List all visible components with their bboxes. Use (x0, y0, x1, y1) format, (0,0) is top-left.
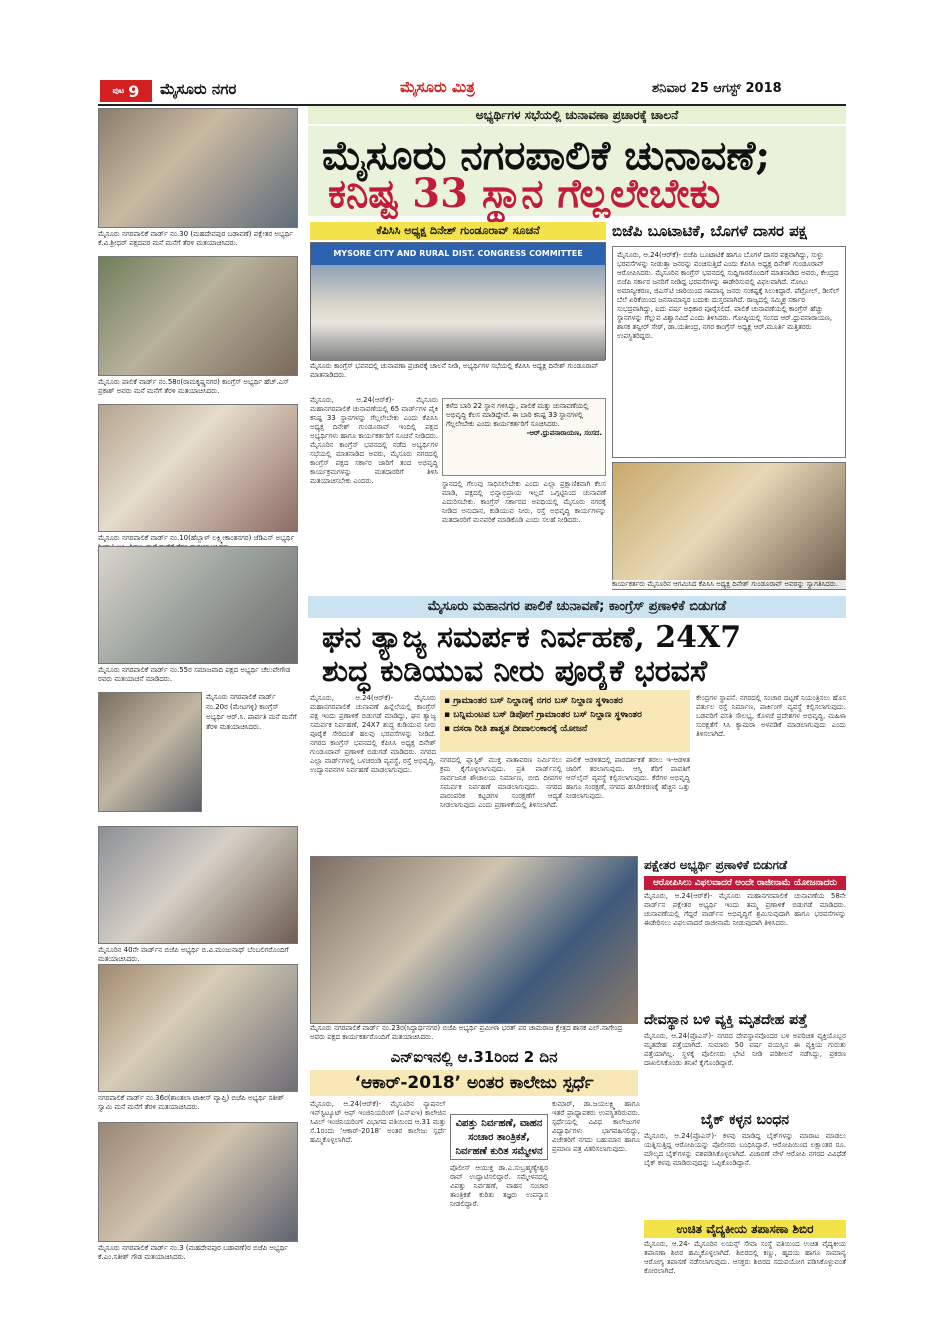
photo-7 (98, 964, 298, 1092)
photo-caption: ಮೈಸೂರಿನ 40ನೇ ವಾರ್ಡ್‌ನ ಬಿಜೆಪಿ ಅಭ್ಯರ್ಥಿ ಬಿ.ವಿ.ಮಂಜುನಾಥ್ ಬೆಂಬಲಿಗರೊಂದಿಗೆ ಮತಯಾಚಿಸಿದರು. (98, 946, 289, 963)
photo-caption: ಮೈಸೂರು ನಗರಪಾಲಿಕೆ ವಾರ್ಡ್ ನಂ.10(ಹೆಬ್ಬಾಳ್ ಲಕ್ಷ್ಮೀಕಾಂತನಗರ) ಜೆಡಿಎಸ್ ಅಭ್ಯರ್ಥಿ (98, 534, 295, 542)
manifesto-body-col1: ಮೈಸೂರು, ಆ.24(ಆರ್‌ಕೆ)- ಮೈಸೂರು ಮಹಾನಗರಪಾಲಿಕೆ ಚುನಾವಣೆ ಹಿನ್ನೆಲೆಯಲ್ಲಿ ಕಾಂಗ್ರೆಸ್ ಪಕ್ಷ ಇಂದು ಪ್ರಣಾಳಿಕೆ ಬಿಡುಗಡೆ ಮಾಡಿದ್ದು, ಘನ ತ್ಯಾಜ್ಯ ಸಮರ್ಪಕ ನಿರ್ವಹಣೆ, 24X7 ಶುದ್ಧ ಕುಡಿಯುವ ನೀರು ಪೂರೈಕೆ ಸೇರಿದಂತೆ ಹಲವು ಭರವಸೆಗಳನ್ನು ನೀಡಿದೆ. ನಗರದ ಕಾಂಗ್ರೆಸ್ ಭವನದಲ್ಲಿ ಕೆಪಿಸಿಸಿ ಅಧ್ಯಕ್ಷ ದಿನೇಶ್ ಗುಂಡೂರಾವ್ ಪ್ರಣಾಳಿಕೆ ಬಿಡುಗಡೆ ಮಾಡಿದರು. ನಗರದ ಎಲ್ಲಾ ವಾರ್ಡ್‌ಗಳಲ್ಲಿ ಒಳಚರಂಡಿ ವ್ಯವಸ್ಥೆ, ರಸ್ತೆ ಅಭಿವೃದ್ಧಿ, ಉದ್ಯಾನವನಗಳ ನಿರ್ವಹಣೆ ಮಾಡಲಾಗುವುದು. (310, 694, 436, 774)
photo-caption: ಮೈಸೂರು ನಗರಪಾಲಿಕೆ ವಾರ್ಡ್ ನಂ.55ರ ಸಮಾಜವಾದಿ ಪಕ್ಷದ ಅಭ್ಯರ್ಥಿ ಚೆಲುವೇಗೌಡ ರವರು ಮತಯಾಚನೆ ಮಾಡಿದರು. (98, 666, 291, 683)
nie-body-col2: ಪೊಲೀಸ್ ಆಯುಕ್ತ ಡಾ.ಎ.ಸುಬ್ರಹ್ಮಣ್ಯೇಶ್ವರ ರಾವ್ ಉದ್ಘಾಟಿಸಲಿದ್ದಾರೆ. ಸಮ್ಮೇಳನದಲ್ಲಿ ವಿಪತ್ತು ನಿರ್ವಹಣೆ, ವಾಹನ ಸಂಚಾರ ತಾಂತ್ರಿಕತೆ ಕುರಿತು ತಜ್ಞರು ಉಪನ್ಯಾಸ ನೀಡಲಿದ್ದಾರೆ. (450, 1164, 548, 1208)
lead-quote-box (442, 398, 606, 476)
photo-3 (98, 404, 298, 532)
bullet-item: ▪ ದಸರಾ ರೀತಿ ಶಾಶ್ವತ ದೀಪಾಲಂಕಾರಕ್ಕೆ ಯೋಜನೆ (444, 724, 588, 734)
bullet-item: ▪ ಗ್ರಾಮಾಂತರ ಬಸ್ ನಿಲ್ದಾಣಕ್ಕೆ ನಗರ ಬಸ್ ನಿಲ್ದಾಣ ಸ್ಥಳಾಂತರ (444, 696, 623, 706)
page-label: ಪುಟ (112, 86, 125, 95)
page-number-badge (100, 80, 152, 102)
issue-date: ಶನಿವಾರ 25 ಆಗಸ್ಟ್ 2018 (652, 81, 782, 96)
manifesto-headline (308, 620, 846, 690)
lead-body-col1: ಮೈಸೂರು, ಆ.24(ಆರ್‌ಕೆ)- ಮೈಸೂರು ಮಹಾನಗರಪಾಲಿಕೆ ಚುನಾವಣೆಯಲ್ಲಿ 65 ವಾರ್ಡ್‌ಗಳ ಪೈಕಿ ಕನಿಷ್ಟ 33 ಸ್ಥಾನಗಳನ್ನು ಗೆಲ್ಲಲೇಬೇಕು ಎಂದು ಕೆಪಿಸಿಸಿ ಅಧ್ಯಕ್ಷ ದಿನೇಶ್ ಗುಂಡೂರಾವ್ ಇಂದಿಲ್ಲಿ ಪಕ್ಷದ ಅಭ್ಯರ್ಥಿಗಳು ಹಾಗೂ ಕಾರ್ಯಕರ್ತರಿಗೆ ಸೂಚನೆ ನೀಡಿದರು. ಮೈಸೂರಿನ ಕಾಂಗ್ರೆಸ್ ಭವನದಲ್ಲಿ ನಡೆದ ಅಭ್ಯರ್ಥಿಗಳ ಸಭೆಯಲ್ಲಿ ಮಾತನಾಡಿದ ಅವರು, ಮೈಸೂರು ನಗರದಲ್ಲಿ ಕಾಂಗ್ರೆಸ್ ಪಕ್ಷದ ಸರ್ಕಾರ ಜಾರಿಗೆ ತಂದ ಅಭಿವೃದ್ಧಿ ಕಾರ್ಯಕ್ರಮಗಳನ್ನು ಮತದಾರರಿಗೆ ತಿಳಿಸಿ ಮತಯಾಚಿಸಬೇಕು ಎಂದರು. (310, 396, 438, 485)
lead-body-col2: ಸ್ಥಾನದಲ್ಲಿ ಗೆಲುವು ಸಾಧಿಸಲೇಬೇಕು ಎಂದು ಎಲ್ಲಾ ಪ್ರಕ್ಷಾಣಿಕವಾಗಿ ಕೆಲಸ ಮಾಡಿ, ಪಕ್ಷದಲ್ಲಿ ಭಿನ್ನಾಭಿಪ್ರಾಯ ಇಲ್ಲದೆ ಒಗ್ಗಟ್ಟಿನಿಂದ ಚುನಾವಣೆ ಎದುರಿಸಬೇಕು. ಕಾಂಗ್ರೆಸ್ ಸರ್ಕಾರದ ಅವಧಿಯಲ್ಲಿ ಮೈಸೂರು ನಗರಕ್ಕೆ ನೀಡಿದ ಅನುದಾನ, ಕುಡಿಯುವ ನೀರು, ರಸ್ತೆ ಅಭಿವೃದ್ಧಿ ಕಾರ್ಯಗಳನ್ನು ಮತದಾರರಿಗೆ ಮನವರಿಕೆ ಮಾಡಿಕೊಡಿ ಎಂದು ಸಲಹೆ ನೀಡಿದರು. (442, 480, 606, 524)
manifesto-bullets (440, 690, 690, 752)
nie-headline-line2: ‘ಆಕಾರ್-2018’ ಅಂತರ ಕಾಲೇಜು ಸ್ಪರ್ಧೆ (310, 1070, 638, 1096)
manifesto-photo-caption: ಮೈಸೂರು ನಗರಪಾಲಿಕೆ ವಾರ್ಡ್ ನಂ.23ರ(ಸಿದ್ದಾರ್ಥನಗರ) ಬಿಜೆಪಿ ಅಭ್ಯರ್ಥಿ ಪ್ರಮೀಳಾ ಭರತ್ ಪರ ಚಾಮರಾಜ ಕ್ಷೇತ್ರದ ಶಾಸಕ ಎಲ್.ನಾಗೇಂದ್ರ ಅವರು ಪಕ್ಷದ ಕಾರ್ಯಕರ್ತರೊಂದಿಗೆ ಮತಯಾಚಿಸಿದರು. (310, 1024, 623, 1041)
manifesto-body-col3: ಪಾಲಿಕೆ ಆಡಳಿತದಲ್ಲಿ ಪಾರದರ್ಶಕತೆ ತರಲು ಇ-ಆಡಳಿತ ಜಾರಿಗೆ ತರಲಾಗುವುದು. ಆಸ್ತಿ ತೆರಿಗೆ ಪಾವತಿಗೆ ಆನ್‌ಲೈನ್ ವ್ಯವಸ್ಥೆ ಕಲ್ಪಿಸಲಾಗುವುದು. ಕೆರೆಗಳ ಅಭಿವೃದ್ಧಿ ಹಾಗೂ ಸಂರಕ್ಷಣೆ, ನಗರದ ಹಸಿರೀಕರಣಕ್ಕೆ ಹೆಚ್ಚಿನ ಒತ್ತು ನೀಡಲಾಗುವುದು. (566, 756, 690, 800)
photo-caption: ಮೈಸೂರು ಪಾಲಿಕೆ ವಾರ್ಡ್ ನಂ.58ರ(ರಾಮಕೃಷ್ಣನಗರ) ಕಾಂಗ್ರೆಸ್ ಅಭ್ಯರ್ಥಿ ಹೆಚ್.ಎಸ್ ಪ್ರಕಾಶ್ ಅವರು ಮನೆ ಮನೆಗೆ ತೆರಳಿ ಮತಯಾಚಿಸಿದರು. (98, 378, 289, 395)
nie-body-col3: ಕುಮಾರ್, ಡಾ.ಜಯಲಕ್ಷ್ಮಿ ಹಾಗೂ ಇತರೆ ಪ್ರಾಧ್ಯಾಪಕರು ಉಪಸ್ಥಿತರಿರುವರು. ಸ್ಪರ್ಧೆಯಲ್ಲಿ ವಿವಿಧ ಕಾಲೇಜುಗಳ ವಿದ್ಯಾರ್ಥಿಗಳು ಭಾಗವಹಿಸಲಿದ್ದು, ವಿಜೇತರಿಗೆ ನಗದು ಬಹುಮಾನ ಹಾಗೂ ಪ್ರಮಾಣ ಪತ್ರ ವಿತರಿಸಲಾಗುವುದು. (552, 1100, 640, 1153)
section-name: ಮೈಸೂರು ನಗರ (160, 80, 237, 98)
photo-6 (98, 826, 298, 944)
bjp-body: ಮೈಸೂರು, ಆ.24(ಆರ್‌ಕೆ)- ಬಿಜೆಪಿ ಬೂಟಾಟಿಕೆ ಹಾಗೂ ಬೊಗಳೆ ದಾಸರ ಪಕ್ಷವಾಗಿದ್ದು, ಸುಳ್ಳು ಭರವಸೆಗಳನ್ನು ನೀಡುತ್ತಾ ಜನರನ್ನು ವಂಚಿಸುತ್ತಿದೆ ಎಂದು ಕೆಪಿಸಿಸಿ ಅಧ್ಯಕ್ಷ ದಿನೇಶ್ ಗುಂಡೂರಾವ್ ಆರೋಪಿಸಿದರು. ಮೈಸೂರಿನ ಕಾಂಗ್ರೆಸ್ ಭವನದಲ್ಲಿ ಸುದ್ದಿಗಾರರೊಂದಿಗೆ ಮಾತನಾಡಿದ ಅವರು, ಕೇಂದ್ರದ ಬಿಜೆಪಿ ಸರ್ಕಾರ ಜನರಿಗೆ ನೀಡಿದ್ದ ಭರವಸೆಗಳನ್ನು ಈಡೇರಿಸುವಲ್ಲಿ ವಿಫಲವಾಗಿದೆ. ನೋಟು ಅಮಾನ್ಯೀಕರಣ, ಜಿಎಸ್‌ಟಿ ಜಾರಿಯಿಂದ ಸಾಮಾನ್ಯ ಜನರು ಸಂಕಷ್ಟಕ್ಕೆ ಸಿಲುಕಿದ್ದಾರೆ. ಪೆಟ್ರೋಲ್, ಡೀಸೆಲ್ ಬೆಲೆ ಏರಿಕೆಯಿಂದ ಜನಸಾಮಾನ್ಯರ ಬದುಕು ದುಸ್ತರವಾಗಿದೆ. ರಾಜ್ಯದಲ್ಲಿ ಸಮ್ಮಿಶ್ರ ಸರ್ಕಾರ ಸುಭದ್ರವಾಗಿದ್ದು, ಐದು ವರ್ಷ ಅಧಿಕಾರ ಪೂರೈಸಲಿದೆ. ಪಾಲಿಕೆ ಚುನಾವಣೆಯಲ್ಲಿ ಕಾಂಗ್ರೆಸ್ ಹೆಚ್ಚು ಸ್ಥಾನಗಳನ್ನು ಗೆಲ್ಲುವ ವಿಶ್ವಾಸವಿದೆ ಎಂದು ತಿಳಿಸಿದರು. ಗೋಷ್ಠಿಯಲ್ಲಿ ಸಂಸದ ಆರ್.ಧ್ರುವನಾರಾಯಣ, ಶಾಸಕ ತನ್ವೀರ್ ಸೇಠ್, ಡಾ.ಯತೀಂದ್ರ, ನಗರ ಕಾಂಗ್ರೆಸ್ ಅಧ್ಯಕ್ಷ ಆರ್.ಮೂರ್ತಿ ಮತ್ತಿತರರು ಉಪಸ್ಥಿತರಿದ್ದರು. (612, 246, 846, 458)
nie-headline-line1: ಎನ್‌ಐಇನಲ್ಲಿ ಆ.31ರಿಂದ 2 ದಿನ (390, 1048, 558, 1066)
brief-headline: ಬೈಕ್ ಕಳ್ಳನ ಬಂಧನ (700, 1112, 790, 1128)
page-number: 9 (128, 81, 140, 101)
lead-headline-line1: ಮೈಸೂರು ನಗರಪಾಲಿಕೆ ಚುನಾವಣೆ; (322, 132, 771, 179)
lead-photo-caption: ಮೈಸೂರು ಕಾಂಗ್ರೆಸ್ ಭವನದಲ್ಲಿ ಚುನಾವಣಾ ಪ್ರಚಾರಕ್ಕೆ ಚಾಲನೆ ನೀಡಿ, ಅಭ್ಯರ್ಥಿಗಳ ಸಭೆಯಲ್ಲಿ ಕೆಪಿಸಿಸಿ ಅಧ್ಯಕ್ಷ ದಿನೇಶ್ ಗುಂಡೂರಾವ್ ಮಾತನಾಡಿದರು. (310, 362, 599, 379)
manifesto-band: ಮೈಸೂರು ಮಹಾನಗರ ಪಾಲಿಕೆ ಚುನಾವಣೆ; ಕಾಂಗ್ರೆಸ್ ಪ್ರಣಾಳಿಕೆ ಬಿಡುಗಡೆ (308, 596, 846, 618)
lead-photo (310, 242, 606, 360)
paper-name: ಮೈಸೂರು ಮಿತ್ರ (400, 78, 475, 96)
photo-8 (98, 1122, 298, 1242)
manifesto-photo (310, 856, 638, 1024)
brief-body: ಮೈಸೂರು, ಆ.24- ಮೈಸೂರಿನ ಲಯನ್ಸ್ ಸೇವಾ ಸಂಸ್ಥೆ ವತಿಯಿಂದ ಉಚಿತ ವೈದ್ಯಕೀಯ ತಪಾಸಣಾ ಶಿಬಿರ ಹಮ್ಮಿಕೊಳ್ಳಲಾಗಿದೆ. ಶಿಬಿರದಲ್ಲಿ ಕಣ್ಣು, ಹೃದಯ ಹಾಗೂ ಸಾಮಾನ್ಯ ಆರೋಗ್ಯ ತಪಾಸಣೆ ನಡೆಸಲಾಗುವುದು. ಆಸಕ್ತರು ಶಿಬಿರದ ಸದುಪಯೋಗ ಪಡಿಸಿಕೊಳ್ಳುವಂತೆ ಕೋರಲಾಗಿದೆ. (644, 1240, 846, 1275)
brief-body: ಮೈಸೂರು, ಆ.24(ಆರ್‌ಕೆ)- ಮೈಸೂರು ಮಹಾನಗರಪಾಲಿಕೆ ಚುನಾವಣೆಯ 58ನೇ ವಾರ್ಡ್‌ನ ಪಕ್ಷೇತರ ಅಭ್ಯರ್ಥಿ ಇಂದು ತಮ್ಮ ಪ್ರಣಾಳಿಕೆ ಬಿಡುಗಡೆ ಮಾಡಿದರು. ಚುನಾವಣೆಯಲ್ಲಿ ಗೆದ್ದರೆ ವಾರ್ಡ್‌ನ ಅಭಿವೃದ್ಧಿಗೆ ಶ್ರಮಿಸುವುದಾಗಿ ಹಾಗೂ ಭರವಸೆಗಳನ್ನು ಈಡೇರಿಸಲು ವಿಫಲವಾದರೆ ರಾಜೀನಾಮೆ ನೀಡುವುದಾಗಿ ತಿಳಿಸಿದರು. (644, 892, 846, 927)
bjp-headline: ಬಿಜೆಪಿ ಬೂಟಾಟಿಕೆ, ಬೊಗಳೆ ದಾಸರ ಪಕ್ಷ (612, 222, 807, 240)
bullet-item: ▪ ಬನ್ನಿಮಂಟಪ ಬಸ್ ಡಿಪೋಗೆ ಗ್ರಾಮಾಂತರ ಬಸ್ ನಿಲ್ದಾಣ ಸ್ಥಳಾಂತರ (444, 710, 642, 720)
bjp-photo-caption: ಕಾರ್ಯಕರ್ತರು ಮೈಸೂರಿನ ಆಗಮಿಸಿದ ಕೆಪಿಸಿಸಿ ಅಧ್ಯಕ್ಷ ದಿನೇಶ್ ಗುಂಡೂರಾವ್ ಅವರನ್ನು ಸ್ವಾಗತಿಸಿದರು. (612, 580, 846, 589)
photo-caption: ಮೈಸೂರು ನಗರಪಾಲಿಕೆ ವಾರ್ಡ್ ನಂ.3 (ಮಹದೇವಪುರ ಬಡಾವಣೆ)ರ ಬಿಜೆಪಿ ಅಭ್ಯರ್ಥಿ ಕೆ.ಎಂ.ಸತೀಶ್ ಗೌಡ ಮತಯಾಚಿಸಿದರು. (98, 1244, 288, 1261)
photo-caption: ಮೈಸೂರು ನಗರಪಾಲಿಕೆ ವಾರ್ಡ್ ನಂ.30 (ಮಹದೇವಪುರ ಬಡಾವಣೆ) ಪಕ್ಷೇತರ ಅಭ್ಯರ್ಥಿ ಕೆ.ವಿ.ಶ್ರೀಧರ್ ಪಕ್ಷದವರ ಮನೆ ಮನೆಗೆ ತೆರಳಿ ಮತಯಾಚಿಸಿದರು. (98, 230, 293, 247)
photo-2 (98, 256, 298, 376)
lead-headline (308, 126, 846, 216)
lead-subhead: ಕೆಪಿಸಿಸಿ ಅಧ್ಯಕ್ಷ ದಿನೇಶ್ ಗುಂಡೂರಾವ್ ಸೂಚನೆ (310, 222, 606, 240)
manifesto-body-col4: ಕೇಂದ್ರಗಳ ಸ್ಥಾಪನೆ. ನಗರದಲ್ಲಿ ಸಂಚಾರ ದಟ್ಟಣೆ ನಿಯಂತ್ರಿಸಲು ಹೊಸ ವರ್ತುಲ ರಸ್ತೆ ನಿರ್ಮಾಣ, ಪಾರ್ಕಿಂಗ್ ವ್ಯವಸ್ಥೆ ಕಲ್ಪಿಸಲಾಗುವುದು. ಬಡವರಿಗೆ ವಸತಿ ಸೌಲಭ್ಯ, ಕೊಳಚೆ ಪ್ರದೇಶಗಳ ಅಭಿವೃದ್ಧಿ, ಮಹಿಳಾ ಸುರಕ್ಷತೆಗೆ ಸಿಸಿ ಕ್ಯಾಮರಾ ಅಳವಡಿಕೆ ಮಾಡಲಾಗುವುದು ಎಂದು ತಿಳಿಸಲಾಗಿದೆ. (696, 694, 846, 738)
manifesto-body-col2: ನಗರದಲ್ಲಿ ಪ್ಲಾಸ್ಟಿಕ್ ಮುಕ್ತ ವಾತಾವರಣ ನಿರ್ಮಿಸಲು ಕ್ರಮ ಕೈಗೊಳ್ಳಲಾಗುವುದು. ಪ್ರತಿ ವಾರ್ಡ್‌ನಲ್ಲಿ ಸಾರ್ವಜನಿಕ ಶೌಚಾಲಯ ನಿರ್ಮಾಣ, ಬೀದಿ ದೀಪಗಳ ಸಮರ್ಪಕ ನಿರ್ವಹಣೆ ಮಾಡಲಾಗುವುದು. ನಗರದ ಪಾರಂಪರಿಕ ಕಟ್ಟಡಗಳ ಸಂರಕ್ಷಣೆಗೆ ಆದ್ಯತೆ ನೀಡಲಾಗುವುದು ಎಂದು ಪ್ರಣಾಳಿಕೆಯಲ್ಲಿ ತಿಳಿಸಲಾಗಿದೆ. (440, 756, 562, 809)
nie-seminar-box: ವಿಪತ್ತು ನಿರ್ವಹಣೆ, ವಾಹನ ಸಂಚಾರ ತಾಂತ್ರಿಕತೆ, ನಿರ್ವಹಣೆ ಕುರಿತ ಸಮ್ಮೇಳನ (450, 1114, 548, 1160)
manifesto-headline-line2: ಶುದ್ಧ ಕುಡಿಯುವ ನೀರು ಪೂರೈಕೆ ಭರವಸೆ (322, 654, 708, 689)
bjp-photo (612, 462, 846, 590)
photo-caption: ನಗರಪಾಲಿಕೆ ವಾರ್ಡ್ ನಂ.36ರ(ಶಾಂತಲಾ ಟಾಕೀಸ್ ವ್ಯಾಪ್ತಿ) ಬಿಜೆಪಿ ಅಭ್ಯರ್ಥಿ ಸತೀಶ್ ಸ್ವಾಮಿ ಮನೆ ಮನೆಗೆ ತೆರಳಿ ಮತಯಾಚಿಸಿದರು. (98, 1094, 285, 1111)
lead-quote-source: -ಆರ್.ಧ್ರುವನಾರಾಯಣ, ಸಂಸದ. (526, 429, 602, 437)
lead-headline-line2: ಕನಿಷ್ಟ 33 ಸ್ಥಾನ ಗೆಲ್ಲಲೇಬೇಕು (328, 170, 721, 217)
brief-body: ಮೈಸೂರು, ಆ.24(ಪ್ರೊಎಸ್)- ಕಳವು ಮಾಡಿದ್ದ ಬೈಕ್‌ಗಳನ್ನು ಮಾರಾಟ ಮಾಡಲು ಯತ್ನಿಸುತ್ತಿದ್ದ ಆರೋಪಿಯನ್ನು ಪೊಲೀಸರು ಬಂಧಿಸಿದ್ದಾರೆ. ಆರೋಪಿಯಿಂದ ಲಕ್ಷಾಂತರ ರೂ. ಮೌಲ್ಯದ ಬೈಕ್‌ಗಳನ್ನು ವಶಪಡಿಸಿಕೊಳ್ಳಲಾಗಿದೆ. ವಿಚಾರಣೆ ವೇಳೆ ಆರೋಪಿ ನಗರದ ವಿವಿಧೆಡೆ ಬೈಕ್ ಕಳವು ಮಾಡಿರುವುದನ್ನು ಒಪ್ಪಿಕೊಂಡಿದ್ದಾನೆ. (644, 1132, 846, 1167)
brief-body: ಮೈಸೂರು, ಆ.24(ಪ್ರೊಎಸ್)- ನಗರದ ದೇವಸ್ಥಾನವೊಂದರ ಬಳಿ ಅಪರಿಚಿತ ವ್ಯಕ್ತಿಯೊಬ್ಬರ ಮೃತದೇಹ ಪತ್ತೆಯಾಗಿದೆ. ಸುಮಾರು 50 ವರ್ಷ ವಯಸ್ಸಿನ ಈ ವ್ಯಕ್ತಿಯ ಗುರುತು ಪತ್ತೆಯಾಗಿಲ್ಲ. ಸ್ಥಳಕ್ಕೆ ಪೊಲೀಸರು ಭೇಟಿ ನೀಡಿ ಪರಿಶೀಲನೆ ನಡೆಸಿದ್ದು, ಪ್ರಕರಣ ದಾಖಲಿಸಿಕೊಂಡು ತನಿಖೆ ಕೈಗೊಂಡಿದ್ದಾರೆ. (644, 1032, 846, 1067)
left-photo-column (98, 108, 298, 1268)
photo-5 (98, 692, 202, 812)
lead-kicker: ಅಭ್ಯರ್ಥಿಗಳ ಸಭೆಯಲ್ಲಿ ಚುನಾವಣಾ ಪ್ರಚಾರಕ್ಕೆ ಚಾಲನೆ (308, 106, 846, 124)
lead-quote: ಕಳೆದ ಬಾರಿ 22 ಸ್ಥಾನ ಗಳಿಸಿದ್ದು, ಪಾಲಿಕೆ ಮತ್ತು ಚುನಾವಣೆಯಲ್ಲಿ ಅಭಿವೃದ್ಧಿ ಕೆಲಸ ಮಾಡಿದ್ದೇವೆ. ಈ ಬಾರಿ ಕನಿಷ್ಟ 33 ಸ್ಥಾನಗಳಲ್ಲಿ ಗೆಲ್ಲಲೇಬೇಕು ಎಂದು ಕಾರ್ಯಕರ್ತರಿಗೆ ಸೂಚಿಸಿದರು. (446, 402, 589, 428)
nie-body-col1: ಮೈಸೂರು, ಆ.24(ಆರ್‌ಕೆ)- ಮೈಸೂರಿನ ನ್ಯಾಷನಲ್ ಇನ್‌ಸ್ಟಿಟ್ಯೂಟ್ ಆಫ್ ಇಂಜಿನಿಯರಿಂಗ್ (ಎನ್‌ಐಇ) ಕಾಲೇಜಿನ ಸಿವಿಲ್ ಇಂಜಿನಿಯರಿಂಗ್ ವಿಭಾಗದ ವತಿಯಿಂದ ಆ.31 ಮತ್ತು ಸೆ.1ರಂದು ‘ಆಕಾರ್-2018’ ಅಂತರ ಕಾಲೇಜು ಸ್ಪರ್ಧೆ ಹಮ್ಮಿಕೊಳ್ಳಲಾಗಿದೆ. (310, 1100, 446, 1144)
congress-banner: MYSORE CITY AND RURAL DIST. CONGRESS COMMITTEE (311, 243, 605, 265)
photo-1 (98, 108, 298, 228)
manifesto-headline-line1: ಘನ ತ್ಯಾಜ್ಯ ಸಮರ್ಪಕ ನಿರ್ವಹಣೆ, 24X7 (322, 620, 742, 655)
photo-4 (98, 546, 298, 664)
brief-headline: ದೇವಸ್ಥಾನ ಬಳಿ ವ್ಯಕ್ತಿ ಮೃತದೇಹ ಪತ್ತೆ (644, 1012, 808, 1028)
brief-headline: ಉಚಿತ ವೈದ್ಯಕೀಯ ತಪಾಸಣಾ ಶಿಬಿರ (644, 1220, 846, 1238)
brief-headline: ಪಕ್ಷೇತರ ಅಭ್ಯರ್ಥಿ ಪ್ರಣಾಳಿಕೆ ಬಿಡುಗಡೆ (644, 858, 788, 872)
photo-caption: ಮೈಸೂರು ನಗರಪಾಲಿಕೆ ವಾರ್ಡ್ ನಂ.20ರ (ಮೇಟಗಳ್ಳಿ) ಕಾಂಗ್ರೆಸ್ ಅಭ್ಯರ್ಥಿ ಆರ್.ಸಿ. ಪಾರ್ವತಿ ಮನೆ ಮನೆಗೆ ತೆರಳಿ ಮತಯಾಚಿಸಿದರು. (206, 693, 297, 731)
brief-subhead: ಆರೋಪಿಸಿಲು ವಿಫಲವಾದರೆ ಅಂದೇ ರಾಜೀನಾಮೆ ಯೋಜನಾದರು (644, 876, 846, 890)
